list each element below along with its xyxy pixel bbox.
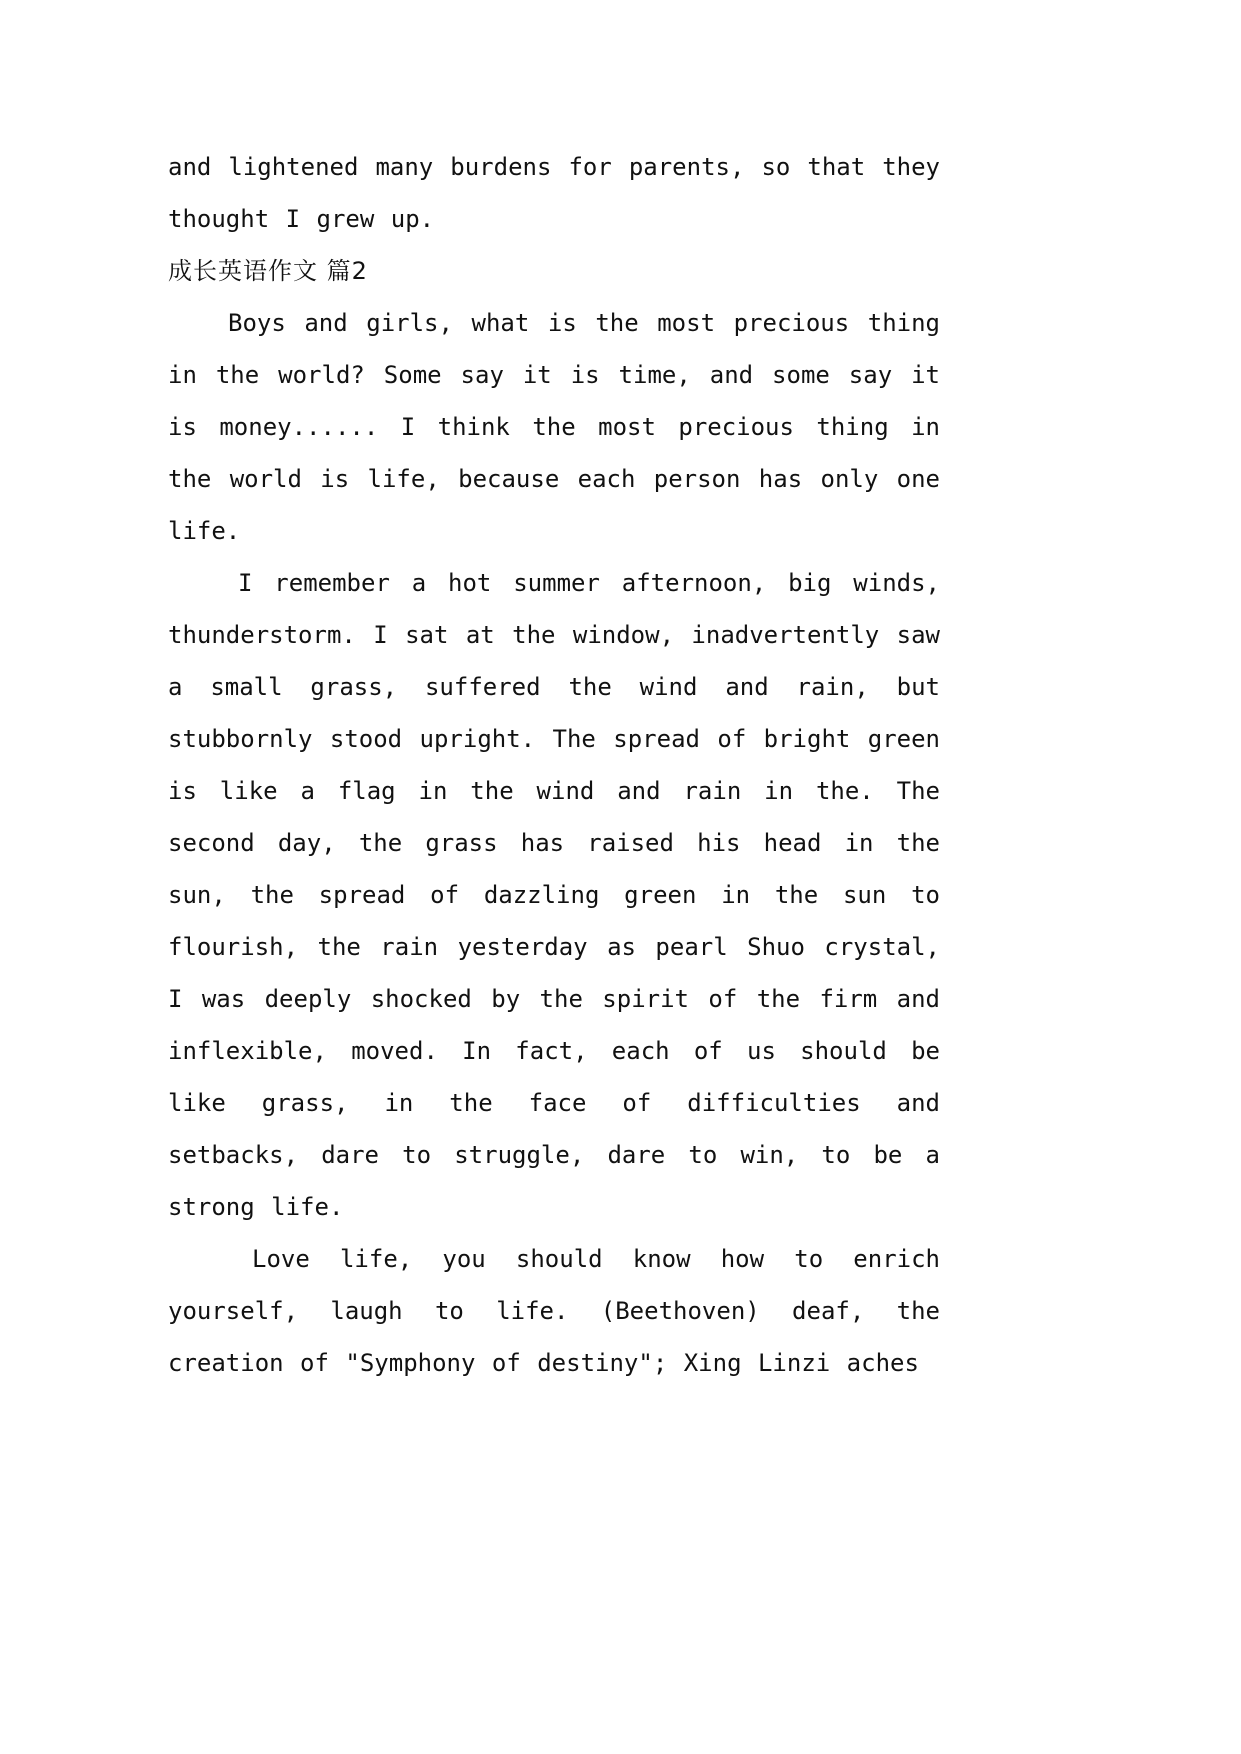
paragraph-story: I remember a hot summer afternoon, big winds, thunderstorm. I sat at the window, inadvertently saw a small grass, suffered the wind and rain, but stubbornly stood upright. The spread of bright green is like a flag in the wind and rain in the. The second day, the grass has raised his head in the sun, the spread of dazzling green in the sun to flourish, the rain yesterday as pearl Shuo crystal, I was deeply shocked by the spirit of the firm and inflexible, moved. In fact, each of us should be like grass, in the face of difficulties and setbacks, dare to struggle, dare to win, to be a strong life.: [168, 569, 940, 1221]
document-body: [168, 141, 940, 1389]
section-heading: 成长英语作文 篇2: [168, 257, 368, 285]
paragraph-intro: Boys and girls, what is the most precious thing in the world? Some say it is time, and some say it is money...... I think the most precious thing in the world is life, because each person has only one life.: [168, 309, 940, 545]
paragraph-love-life: Love life, you should know how to enrich yourself, laugh to life. (Beethoven) deaf, the creation of "Symphony of destiny"; Xing Linzi aches: [168, 1245, 940, 1377]
paragraph-continuation: and lightened many burdens for parents, so that they thought I grew up.: [168, 153, 940, 233]
